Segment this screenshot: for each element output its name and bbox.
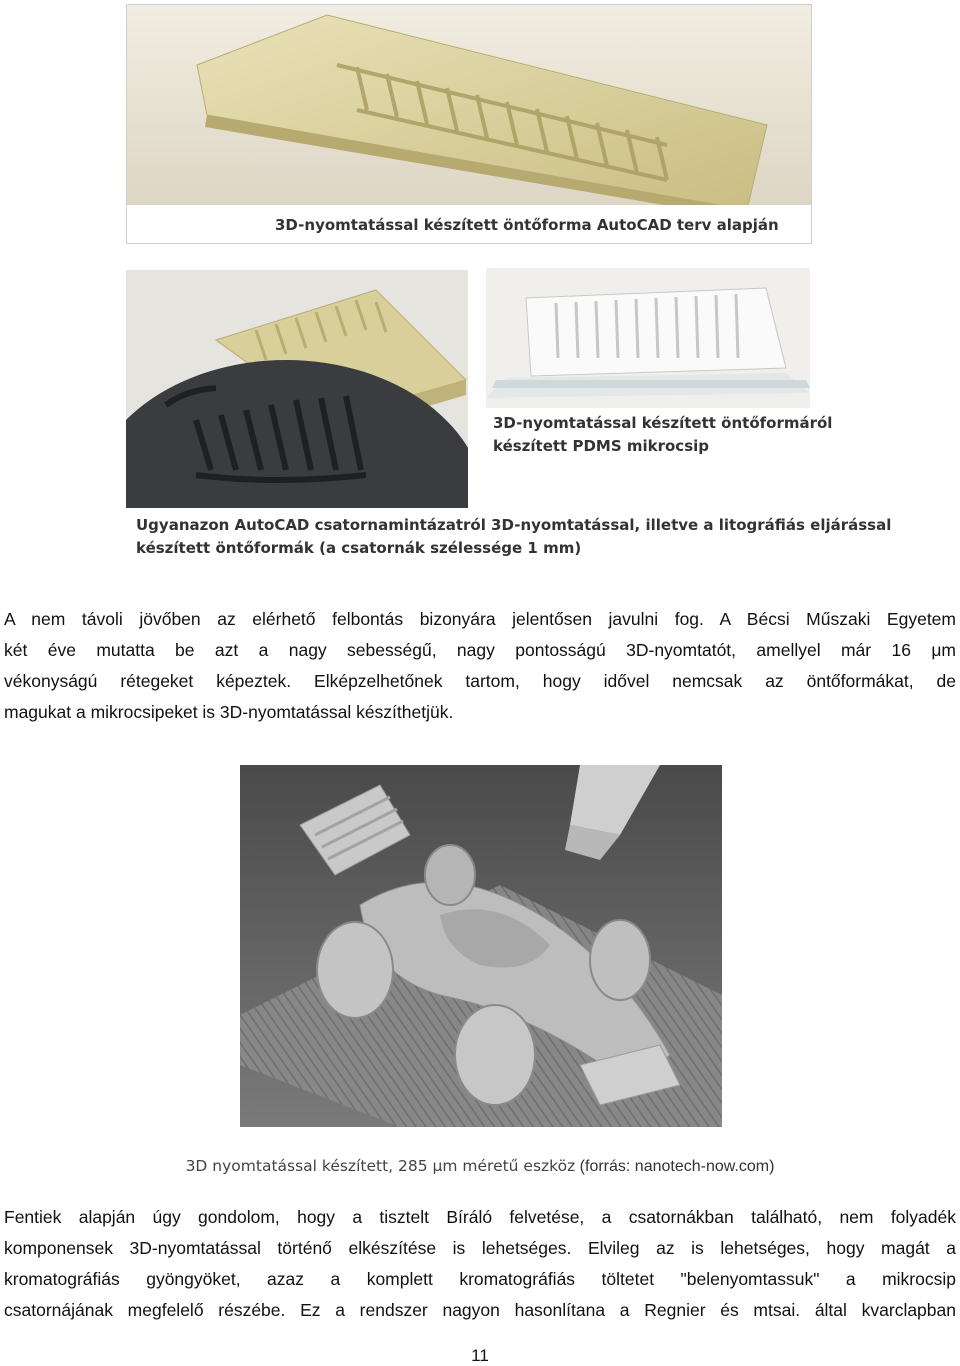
- figure-3-sem-image: [240, 765, 722, 1127]
- paragraph-2-line: csatornájának megfelelő részébe. Ez a rendszer nagyon hasonlítana a Regnier és mtsai. által kvarclapban: [4, 1300, 956, 1320]
- pdms-chip-illustration: [486, 268, 810, 408]
- paragraph-1-line: vékonyságú rétegeket képeztek. Elképzelhetőnek tartom, hogy idővel nemcsak az öntőformákat, de: [4, 671, 956, 691]
- wafer-and-mold-illustration: [126, 270, 468, 508]
- figure-2-right-photo: [486, 268, 810, 408]
- paragraph-2: [4, 1202, 956, 1326]
- page-number: 11: [471, 1346, 489, 1365]
- figure-3-caption-main: 3D nyomtatással készített, 285 μm méretű eszköz: [185, 1157, 576, 1175]
- sem-race-car-illustration: [240, 765, 722, 1127]
- paragraph-1-line: magukat a mikrocsipeket is 3D-nyomtatással készíthetjük.: [4, 702, 454, 722]
- paragraph-2-line: komponensek 3D-nyomtatással történő elkészítése is lehetséges. Elvileg az is lehetséges, hogy magát a: [4, 1238, 956, 1258]
- figure-1-photo: [126, 4, 812, 244]
- figure-2-bottom-label-line1: Ugyanazon AutoCAD csatornamintázatról 3D-nyomtatással, illetve a litográfiás eljárással: [136, 516, 892, 534]
- mold-photo-illustration: [127, 5, 811, 243]
- figure-2-right-label-line1: 3D-nyomtatással készített öntőformáról: [493, 414, 833, 432]
- figure-3-caption-source: (forrás: nanotech-now.com): [575, 1158, 775, 1175]
- paragraph-1: [4, 604, 956, 728]
- paragraph-2-line: Fentiek alapján úgy gondolom, hogy a tisztelt Bíráló felvetése, a csatornákban található, nem folyadék: [4, 1207, 956, 1227]
- figure-2-bottom-label-line2: készített öntőformák (a csatornák szélessége 1 mm): [136, 539, 582, 557]
- figure-3-caption: [0, 1157, 960, 1176]
- paragraph-2-line: kromatográfiás gyöngyöket, azaz a komplett kromatográfiás töltetet "belenyomtassuk" a mikrocsip: [4, 1269, 956, 1289]
- paragraph-1-line: A nem távoli jövőben az elérhető felbontás bizonyára jelentősen javulni fog. A Bécsi Műszaki Egyetem: [4, 609, 956, 629]
- paragraph-1-line: két éve mutatta be azt a nagy sebességű, nagy pontosságú 3D-nyomtatót, amellyel már 16 μm: [4, 640, 956, 660]
- figure-2-left-photo: [126, 270, 468, 508]
- figure-2-right-label-line2: készített PDMS mikrocsip: [493, 437, 709, 455]
- figure-1-label: 3D-nyomtatással készített öntőforma AutoCAD terv alapján: [275, 216, 779, 234]
